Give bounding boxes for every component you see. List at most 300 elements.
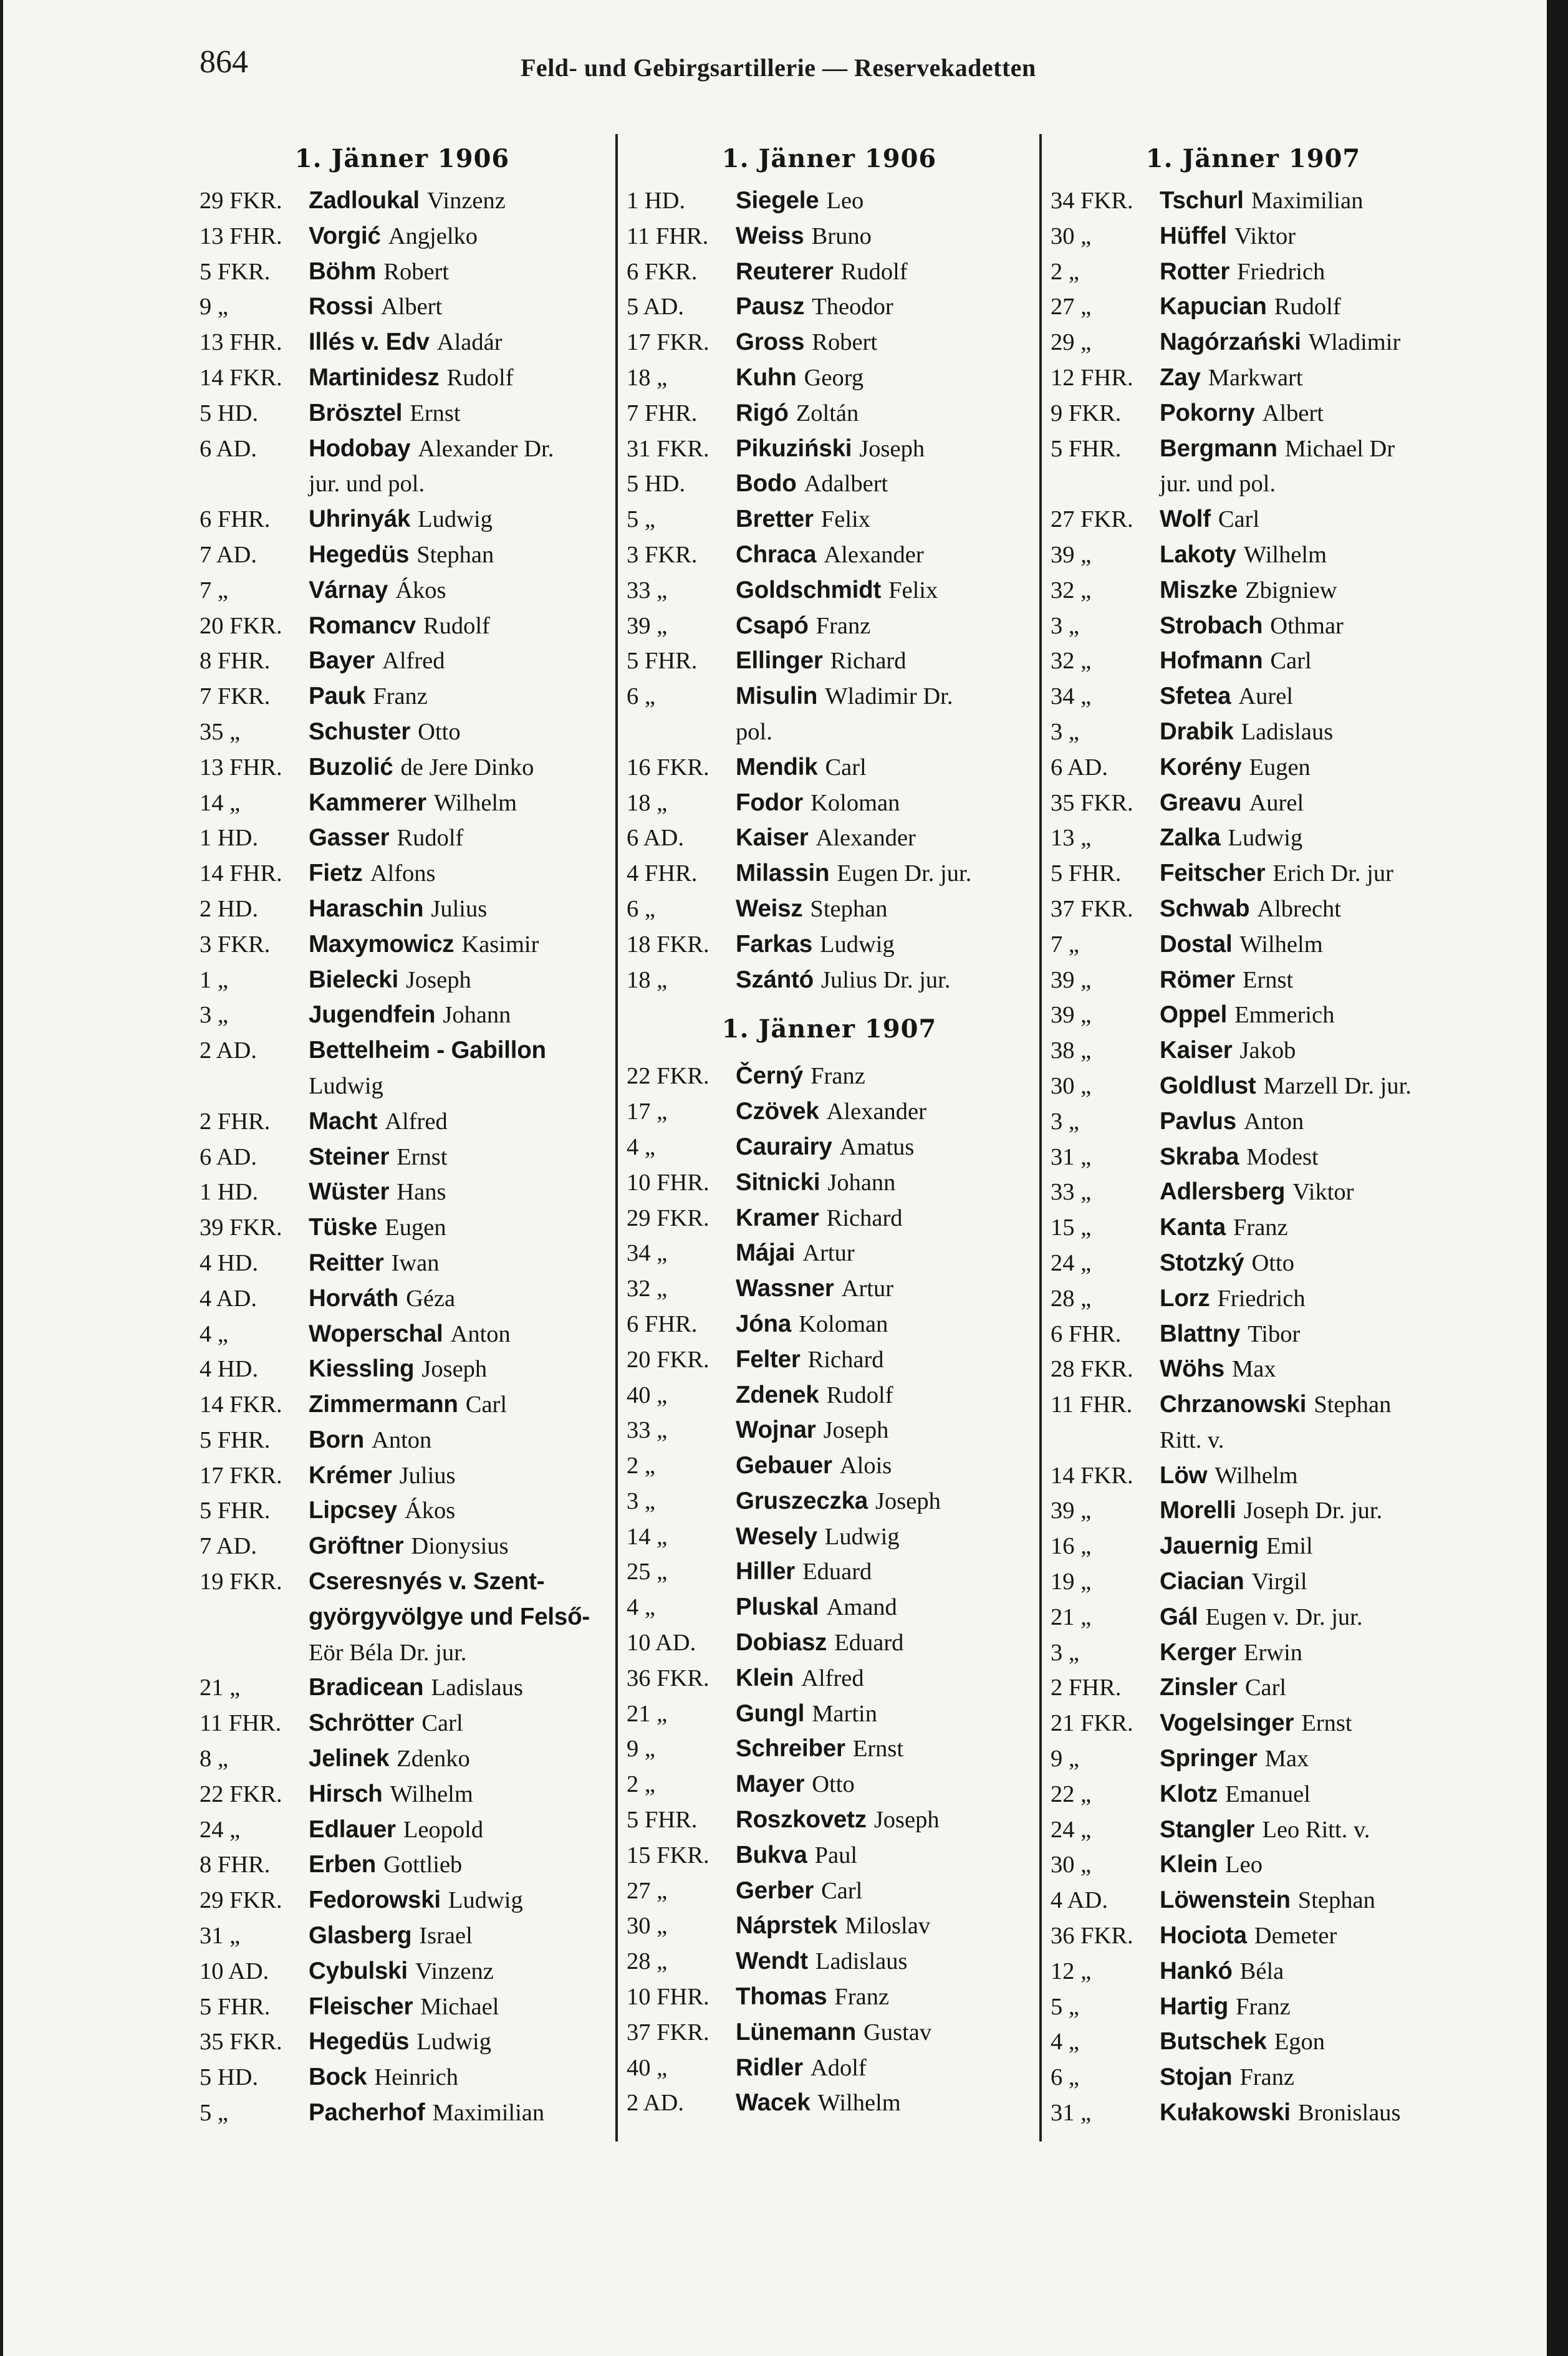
entry-given-name: Ernst: [852, 1736, 904, 1762]
entry-unit: 5 „: [200, 2100, 228, 2127]
entry-given-name: Jakob: [1239, 1037, 1296, 1064]
entry-surname: Májai: [736, 1239, 796, 1267]
entry-unit: 31 „: [1051, 1143, 1092, 1170]
entry-surname: Kułakowski: [1160, 2099, 1291, 2127]
entry-unit: 39 „: [1051, 1002, 1092, 1029]
roster-entry: [1051, 219, 1456, 254]
entry-unit: 1 HD.: [627, 188, 686, 214]
entry-given-name: Artur: [841, 1276, 894, 1302]
roster-entry: [200, 219, 605, 254]
roster-entry: [1051, 1600, 1456, 1635]
entry-unit: 16 FKR.: [627, 754, 709, 781]
entry-unit: 1 „: [200, 966, 228, 993]
entry-unit: 24 „: [1051, 1249, 1092, 1276]
entry-surname: Lünemann: [736, 2018, 857, 2046]
entry-unit: 2 AD.: [627, 2090, 684, 2117]
entry-unit: 3 „: [200, 1002, 228, 1029]
entry-surname: Schreiber: [736, 1735, 845, 1762]
entry-unit: 22 FKR.: [200, 1781, 282, 1807]
entry-surname: Reitter: [309, 1249, 384, 1276]
column-3: [1051, 142, 1456, 2131]
entry-surname: Pauk: [309, 683, 366, 710]
entry-given-name: Ernst: [410, 400, 461, 426]
entry-surname: Krémer: [309, 1461, 392, 1489]
roster-entry: [627, 1094, 1032, 1130]
roster-entry: [627, 1625, 1032, 1661]
entry-unit: 6 „: [627, 683, 655, 710]
entry-unit: 11 FHR.: [627, 223, 709, 249]
roster-entry: [1051, 1281, 1456, 1317]
entry-unit: 10 FHR.: [627, 1169, 709, 1196]
entry-given-name: Robert: [383, 258, 450, 285]
entry-given-name: Marzell Dr. jur.: [1263, 1072, 1412, 1099]
entry-given-name: Friedrich: [1237, 258, 1325, 285]
entry-unit: 30 „: [1051, 1852, 1092, 1878]
entry-given-name: Ladislaus: [431, 1675, 523, 1701]
roster-entry: [627, 892, 1032, 927]
entry-surname: Feitscher: [1160, 860, 1266, 887]
entry-unit: 32 „: [1051, 577, 1092, 603]
entry-unit: 39 „: [1051, 541, 1092, 568]
entry-surname: Bradicean: [309, 1674, 424, 1701]
entry-surname: Römer: [1160, 966, 1235, 993]
roster-entry: [200, 1812, 605, 1848]
entry-surname: Steiner: [309, 1143, 390, 1170]
roster-entry: [627, 219, 1032, 254]
entry-unit: 6 FHR.: [200, 506, 271, 533]
entry-unit: 34 „: [627, 1240, 668, 1267]
roster-entry: [1051, 679, 1456, 714]
entry-unit: 2 „: [627, 1771, 655, 1798]
roster-entry: [200, 1352, 605, 1387]
entry-unit: 5 „: [627, 506, 655, 533]
entry-given-name: Leo Ritt. v.: [1262, 1816, 1370, 1843]
roster-entry: [200, 1104, 605, 1140]
entry-given-name: Leo: [826, 188, 864, 214]
entry-given-name: Gustav: [863, 2019, 932, 2046]
entry-unit: 9 FKR.: [1051, 400, 1122, 426]
roster-entry: [1051, 2024, 1456, 2060]
entry-surname: Csapó: [736, 612, 809, 639]
entry-surname: Butschek: [1160, 2028, 1267, 2055]
entry-surname: Rossi: [309, 293, 373, 320]
entry-given-name: Martin: [812, 1700, 877, 1727]
roster-entry: [1051, 1706, 1456, 1741]
entry-surname: Kaiser: [736, 824, 809, 852]
entry-surname: Hiller: [736, 1558, 796, 1585]
entry-surname: Goldschmidt: [736, 576, 882, 603]
running-head: Feld- und Gebirgsartillerie — Reservekadetten: [521, 54, 1036, 82]
entry-given-name: Aurel: [1238, 683, 1294, 710]
entry-surname: Martinidesz: [309, 363, 440, 391]
entry-unit: 5 FHR.: [200, 1426, 271, 1453]
entry-surname: Náprstek: [736, 1912, 838, 1940]
roster-entry: [200, 360, 605, 396]
roster-entry: [200, 254, 605, 290]
roster-entry: [627, 537, 1032, 573]
entry-unit: 29 FKR.: [627, 1204, 709, 1231]
entry-unit: 13 FHR.: [200, 329, 282, 356]
entry-unit: 28 „: [1051, 1285, 1092, 1312]
entry-given-name: Markwart: [1208, 364, 1303, 391]
entry-unit: 4 HD.: [200, 1249, 259, 1276]
entry-given-name: Joseph Dr. jur.: [1243, 1498, 1383, 1524]
entry-unit: 27 „: [627, 1877, 668, 1904]
entry-surname: Szántó: [736, 966, 814, 993]
entry-unit: 5 FHR.: [627, 648, 698, 675]
entry-unit: 31 „: [200, 1923, 241, 1950]
entry-continuation: jur. und pol.: [1160, 471, 1276, 498]
roster-entry: [627, 1802, 1032, 1838]
entry-surname: Bock: [309, 2064, 367, 2091]
entry-unit: 5 FHR.: [1051, 435, 1122, 462]
entry-unit: 6 AD.: [1051, 754, 1108, 781]
roster-entry: [1051, 1104, 1456, 1140]
roster-entry: [1051, 750, 1456, 786]
entry-given-name: Stephan: [1297, 1887, 1375, 1914]
entry-given-name: Egon: [1274, 2029, 1325, 2055]
entry-unit: 4 „: [200, 1320, 228, 1347]
entry-surname: Hofmann: [1160, 647, 1263, 675]
entry-surname: Brösztel: [309, 399, 403, 426]
entry-given-name: Erich Dr. jur: [1272, 860, 1393, 887]
entry-unit: 4 „: [627, 1594, 655, 1621]
entry-continuation: jur. und pol.: [309, 471, 425, 498]
entry-unit: 2 HD.: [200, 895, 259, 922]
entry-surname: Nagórzański: [1160, 329, 1301, 356]
entry-given-name: Eugen v. Dr. jur.: [1205, 1604, 1363, 1630]
entry-surname: Chraca: [736, 541, 817, 568]
roster-entry: [627, 1201, 1032, 1236]
entry-unit: 4 „: [1051, 2029, 1079, 2055]
roster-entry: [200, 1954, 605, 1989]
roster-entry: [1051, 1918, 1456, 1954]
entry-unit: 9 „: [200, 294, 228, 320]
roster-entry: [1051, 1670, 1456, 1706]
roster-entry: [627, 502, 1032, 537]
entry-given-name: Otto: [1251, 1249, 1294, 1276]
entry-unit: 3 FKR.: [200, 931, 271, 958]
roster-entry: [627, 325, 1032, 360]
entry-given-name: Carl: [465, 1392, 507, 1418]
entry-surname: Vogelsinger: [1160, 1709, 1294, 1737]
roster-entry: [200, 1600, 605, 1635]
entry-given-name: Felix: [820, 506, 870, 533]
entry-given-name: Felix: [888, 577, 938, 603]
roster-entry: [1051, 927, 1456, 963]
roster-entry: [1051, 963, 1456, 998]
entry-unit: 14 „: [200, 789, 241, 816]
entry-surname: Gruszeczka: [736, 1487, 868, 1514]
entry-given-name: Michael: [420, 1993, 499, 2020]
entry-surname: Misulin: [736, 683, 818, 710]
roster-entry: [1051, 820, 1456, 856]
entry-given-name: Otto: [418, 718, 461, 745]
entry-surname: Wüster: [309, 1178, 390, 1206]
entry-given-name: Franz: [834, 1984, 890, 2011]
entry-given-name: Emanuel: [1225, 1781, 1311, 1807]
entry-surname: Zay: [1160, 363, 1201, 391]
entry-surname: Pokorny: [1160, 399, 1255, 426]
entry-given-name: Adalbert: [804, 471, 888, 498]
entry-surname: Löwenstein: [1160, 1887, 1291, 1914]
entry-surname: Klein: [736, 1664, 794, 1691]
roster-entry: [1051, 1847, 1456, 1883]
entry-unit: 5 FHR.: [200, 1498, 271, 1524]
entry-unit: 15 „: [1051, 1214, 1092, 1241]
roster-entry: [1051, 466, 1456, 502]
entry-given-name: Alexander Dr.: [418, 435, 554, 462]
roster-entry: [1051, 1210, 1456, 1246]
entry-given-name: Richard: [826, 1204, 903, 1231]
entry-surname: Bettelheim - Gabillon: [309, 1037, 546, 1064]
entry-given-name: Joseph: [875, 1488, 941, 1514]
entry-surname: Hankó: [1160, 1957, 1233, 1984]
entry-given-name: Franz: [810, 1063, 865, 1090]
entry-surname: Böhm: [309, 257, 377, 285]
roster-entry: [1051, 289, 1456, 325]
entry-unit: 4 „: [627, 1133, 655, 1160]
roster-entry: [1051, 1635, 1456, 1671]
entry-unit: 31 FKR.: [627, 435, 709, 462]
roster-entry: [1051, 1069, 1456, 1104]
entry-given-name: Richard: [807, 1346, 884, 1373]
entry-given-name: Ludwig: [418, 506, 493, 533]
entry-unit: 27 „: [1051, 294, 1092, 320]
entry-unit: 5 AD.: [627, 294, 684, 320]
entry-given-name: Maximilian: [432, 2100, 545, 2127]
entry-given-name: Carl: [1244, 1675, 1287, 1701]
roster-entry: [627, 1165, 1032, 1201]
entry-surname: Sfetea: [1160, 683, 1231, 710]
roster-entry: [1051, 1033, 1456, 1069]
entry-surname: Chrzanowski: [1160, 1391, 1307, 1418]
entry-given-name: Ákos: [395, 577, 446, 603]
roster-entry: [627, 1413, 1032, 1448]
entry-given-name: Alfred: [801, 1665, 864, 1691]
entry-given-name: Joseph: [421, 1356, 488, 1383]
entry-surname: Bielecki: [309, 966, 398, 993]
entry-unit: 24 „: [200, 1816, 241, 1843]
entry-surname: Dobiasz: [736, 1629, 827, 1656]
roster-entry: [1051, 1989, 1456, 2025]
entry-unit: 14 FKR.: [1051, 1462, 1133, 1489]
entry-surname: Wöhs: [1160, 1355, 1224, 1383]
entry-surname: Zadloukal: [309, 187, 420, 214]
entry-surname: Gasser: [309, 824, 390, 852]
entry-unit: 13 „: [1051, 825, 1092, 852]
entry-surname: Siegele: [736, 187, 819, 214]
entry-unit: 14 FKR.: [200, 364, 282, 391]
entry-unit: 39 „: [1051, 1498, 1092, 1524]
entry-unit: 18 „: [627, 966, 668, 993]
entry-given-name: Artur: [802, 1240, 855, 1267]
roster-entry: [627, 714, 1032, 750]
roster-entry: [1051, 1352, 1456, 1387]
entry-surname: Gross: [736, 329, 805, 356]
roster-entry: [1051, 786, 1456, 821]
entry-unit: 15 FKR.: [627, 1842, 709, 1868]
entry-surname: Pausz: [736, 293, 805, 320]
entry-surname: Stotzký: [1160, 1249, 1244, 1276]
entry-given-name: Tibor: [1248, 1320, 1301, 1347]
entry-unit: 17 „: [627, 1099, 668, 1125]
roster-entry: [1051, 1458, 1456, 1494]
entry-unit: 18 FKR.: [627, 931, 709, 958]
entry-surname: Bodo: [736, 470, 797, 498]
entry-unit: 36 FKR.: [1051, 1923, 1133, 1950]
entry-given-name: Franz: [1233, 1214, 1288, 1241]
entry-given-name: Dionysius: [411, 1533, 509, 1560]
entry-unit: 10 FHR.: [627, 1984, 709, 2011]
entry-given-name: Stephan: [810, 895, 888, 922]
entry-given-name: Carl: [1270, 648, 1312, 675]
entry-given-name: Gottlieb: [383, 1852, 463, 1878]
entry-surname: Jauernig: [1160, 1532, 1259, 1560]
entry-given-name: Carl: [1218, 506, 1260, 533]
entry-given-name: Modest: [1246, 1143, 1319, 1170]
roster-entry: [1051, 856, 1456, 892]
entry-surname: Fietz: [309, 860, 363, 887]
entry-surname: Weisz: [736, 895, 803, 922]
entry-given-name: Angjelko: [388, 223, 478, 249]
roster-entry: [627, 820, 1032, 856]
entry-surname: Lipcsey: [309, 1497, 397, 1524]
entry-surname: Lorz: [1160, 1284, 1210, 1312]
entry-surname: Gál: [1160, 1603, 1198, 1630]
roster-entry: [627, 289, 1032, 325]
roster-entry: [1051, 1741, 1456, 1777]
entry-unit: 7 AD.: [200, 1533, 257, 1560]
entry-surname: Kiessling: [309, 1355, 415, 1383]
entry-unit: 30 „: [627, 1913, 668, 1940]
entry-unit: 7 FHR.: [627, 400, 698, 426]
entry-given-name: Amatus: [839, 1133, 915, 1160]
entry-unit: 18 „: [627, 789, 668, 816]
entry-surname: Uhrinyák: [309, 506, 411, 533]
entry-unit: 13 FHR.: [200, 754, 282, 781]
entry-surname: Tschurl: [1160, 187, 1244, 214]
section-heading: 1. Jänner 1906: [294, 144, 510, 173]
entry-surname: Bukva: [736, 1841, 807, 1868]
entry-unit: 8 „: [200, 1746, 228, 1772]
entry-surname: Hegedüs: [309, 2028, 410, 2055]
entry-surname: Kammerer: [309, 789, 426, 816]
entry-unit: 34 FKR.: [1051, 188, 1133, 214]
entry-surname: Romancv: [309, 612, 416, 639]
entry-given-name: Richard: [830, 648, 907, 675]
entry-surname: Blattny: [1160, 1320, 1241, 1347]
entry-given-name: Wilhelm: [1243, 541, 1327, 568]
entry-given-name: Paul: [814, 1842, 858, 1868]
entry-surname: Macht: [309, 1107, 378, 1135]
entry-unit: 3 „: [1051, 1108, 1079, 1135]
entry-surname: Cybulski: [309, 1957, 408, 1984]
roster-entry: [627, 254, 1032, 290]
entry-given-name: Bronislaus: [1297, 2100, 1401, 2127]
roster-entry: [627, 750, 1032, 786]
entry-given-name: Carl: [421, 1710, 463, 1737]
roster-entry: [627, 1908, 1032, 1944]
entry-given-name: Stephan: [1314, 1392, 1392, 1418]
entry-given-name: Stephan: [416, 541, 494, 568]
entry-given-name: Julius: [431, 895, 488, 922]
entry-unit: 17 FKR.: [627, 329, 709, 356]
entry-given-name: Ladislaus: [815, 1948, 908, 1975]
roster-entry: [200, 1847, 605, 1883]
entry-unit: 4 AD.: [1051, 1887, 1108, 1914]
entry-given-name: Maximilian: [1251, 188, 1364, 214]
entry-surname: Hociota: [1160, 1922, 1247, 1950]
column-divider: [1039, 134, 1042, 2142]
entry-given-name: Julius Dr. jur.: [821, 966, 951, 993]
entry-given-name: Max: [1232, 1356, 1276, 1383]
roster-entry: [200, 1635, 605, 1671]
entry-surname: Rigó: [736, 399, 789, 426]
roster-entry: [200, 1033, 605, 1069]
entry-given-name: Theodor: [812, 294, 893, 320]
entry-surname: Tüske: [309, 1214, 378, 1241]
entry-unit: 35 „: [200, 718, 241, 745]
entry-unit: 25 „: [627, 1559, 668, 1585]
entry-surname: Felter: [736, 1345, 801, 1373]
entry-unit: 11 FHR.: [1051, 1392, 1133, 1418]
entry-unit: 5 FHR.: [1051, 860, 1122, 887]
roster-entry: [627, 963, 1032, 998]
entry-surname: Schuster: [309, 718, 411, 745]
entry-surname: Zalka: [1160, 824, 1221, 852]
entry-given-name: Max: [1264, 1746, 1309, 1772]
entry-surname: Hodobay: [309, 435, 411, 462]
roster-entry: [1051, 1493, 1456, 1529]
entry-surname: Wojnar: [736, 1416, 816, 1444]
roster-entry: [200, 396, 605, 431]
entry-given-name: Viktor: [1292, 1179, 1354, 1206]
entry-given-name: Zoltán: [796, 400, 859, 426]
roster-entry: [627, 1307, 1032, 1342]
entry-surname: Ridler: [736, 2054, 803, 2081]
roster-entry: [1051, 1883, 1456, 1918]
roster-entry: [1051, 183, 1456, 219]
entry-unit: 40 „: [627, 2054, 668, 2081]
roster-entry: [200, 289, 605, 325]
entry-surname: Schrötter: [309, 1709, 415, 1737]
roster-entry: [200, 608, 605, 644]
roster-entry: [200, 2024, 605, 2060]
entry-surname: Skraba: [1160, 1143, 1239, 1170]
entry-given-name: Franz: [1236, 1993, 1291, 2020]
entry-unit: 6 FKR.: [627, 258, 698, 285]
entry-given-name: Georg: [804, 364, 864, 391]
roster-entry: [1051, 714, 1456, 750]
entry-unit: 8 FHR.: [200, 648, 271, 675]
roster-entry: [200, 1670, 605, 1706]
entry-unit: 19 FKR.: [200, 1569, 282, 1595]
entry-unit: 7 FKR.: [200, 683, 271, 710]
roster-entry: [200, 325, 605, 360]
entry-surname: Várnay: [309, 576, 388, 603]
section-heading: 1. Jänner 1906: [721, 144, 937, 173]
entry-given-name: Ernst: [1301, 1710, 1352, 1737]
roster-entry: [627, 608, 1032, 644]
entry-surname: Thomas: [736, 1983, 827, 2011]
entry-given-name: Rudolf: [1274, 294, 1341, 320]
entry-unit: 28 „: [627, 1948, 668, 1975]
roster-entry: [200, 786, 605, 821]
entry-given-name: Franz: [373, 683, 428, 710]
entry-surname: Stangler: [1160, 1815, 1255, 1843]
roster-entry: [627, 927, 1032, 963]
